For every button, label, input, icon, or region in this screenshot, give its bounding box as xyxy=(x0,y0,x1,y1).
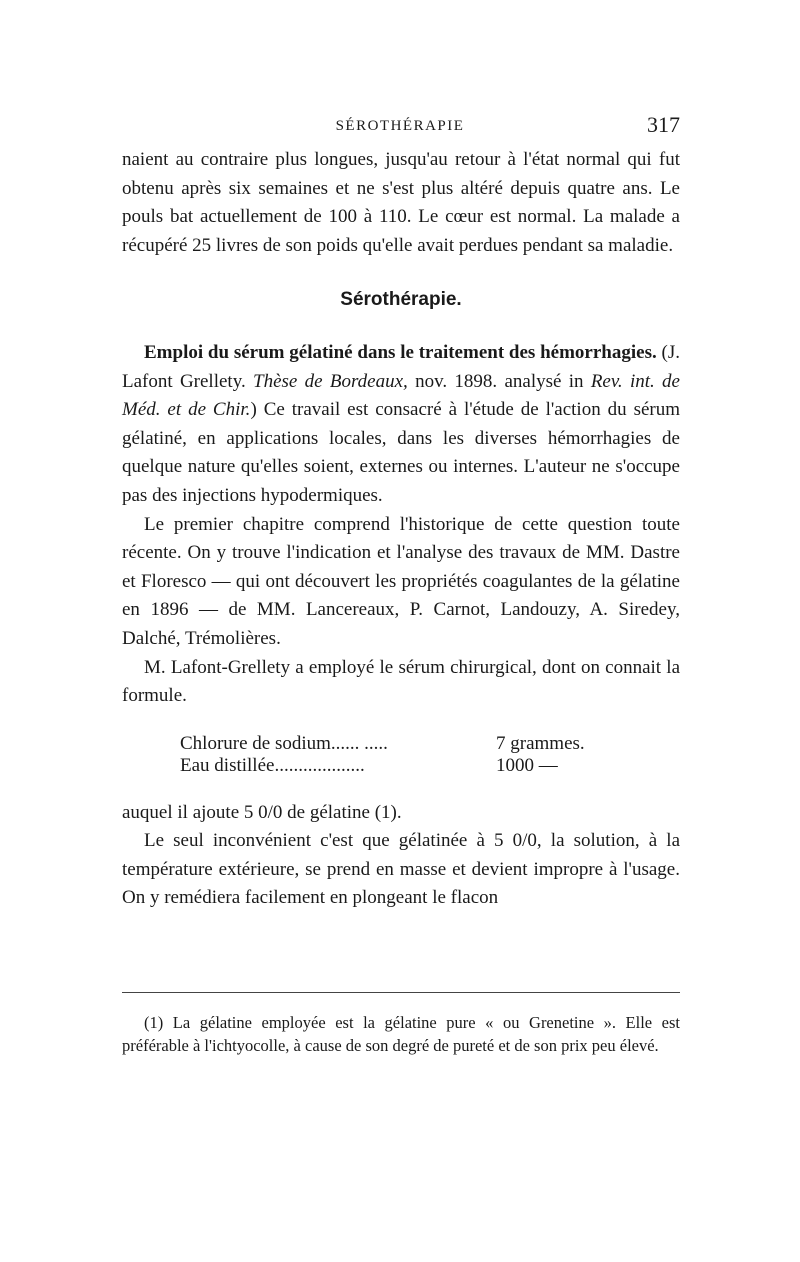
formula-table xyxy=(180,733,680,777)
footnote xyxy=(122,992,680,1057)
running-title: SÉROTHÉRAPIE xyxy=(335,118,465,134)
formula-quantity: 1000 — xyxy=(496,754,558,776)
abstract-ref-b: nov. 1898. analysé in xyxy=(407,370,591,392)
paragraph-abstract xyxy=(122,339,680,511)
page-number: 317 xyxy=(647,112,680,137)
formula-quantity: 7 grammes. xyxy=(496,732,585,754)
paragraph-inconvenient: Le seul inconvénient c'est que gélatinée à 5 0/0, la solution, à la température extérieure, se prend en masse et devient impropre à l'usage. On y remédiera facilement en plongeant le flacon xyxy=(122,830,680,909)
paragraph-formula-intro: M. Lafont-Grellety a employé le sérum chirurgical, dont on connait la formule. xyxy=(122,656,680,707)
running-header xyxy=(120,112,680,142)
section-title: Sérothérapie. xyxy=(340,289,462,311)
main-text xyxy=(122,146,680,913)
formula-ingredient: Chlorure de sodium...... ..... xyxy=(180,732,388,754)
abstract-journal: Rev. int. de Méd. et de Chir. xyxy=(122,370,680,421)
footnote-rule xyxy=(122,992,680,993)
formula-row xyxy=(180,733,680,755)
abstract-text: ) Ce travail est consacré à l'étude de l'action du sérum gélatiné, en applications locales, dans les diverses hémorrhagies de quelque nature qu'elles soient, externes ou internes. L'auteur ne s'occupe pas des injections hypodermiques. xyxy=(122,399,680,506)
paragraph-gelatine: auquel il ajoute 5 0/0 de gélatine (1). xyxy=(122,801,402,823)
paragraph-continuation: naient au contraire plus longues, jusqu'au retour à l'état normal qui fut obtenu après six semaines et ne s'est plus altéré depuis quatre ans. Le pouls bat actuellement de 100 à 110. Le cœur est normal. La malade a récupéré 25 livres de son poids qu'elle avait perdues pendant sa maladie. xyxy=(122,149,680,256)
formula-ingredient: Eau distillée................... xyxy=(180,754,365,776)
abstract-ref-a: (J. Lafont Grellety. xyxy=(122,341,680,392)
abstract-thesis: Thèse de Bordeaux, xyxy=(253,370,408,392)
abstract-title: Emploi du sérum gélatiné dans le traitement des hémorrhagies. xyxy=(144,341,657,363)
paragraph-history: Le premier chapitre comprend l'historique de cette question toute récente. On y trouve l'indication et l'analyse des travaux de MM. Dastre et Floresco — qui ont découvert les propriétés coagulantes de la gélatine en 1896 — de MM. Lancereaux, P. Carnot, Landouzy, A. Siredey, Dalché, Trémolières. xyxy=(122,513,680,649)
formula-row xyxy=(180,755,680,777)
footnote-text: (1) La gélatine employée est la gélatine pure « ou Grenetine ». Elle est préférable à l'ichtyocolle, à cause de son degré de pureté et de son prix peu élevé. xyxy=(122,1013,680,1055)
